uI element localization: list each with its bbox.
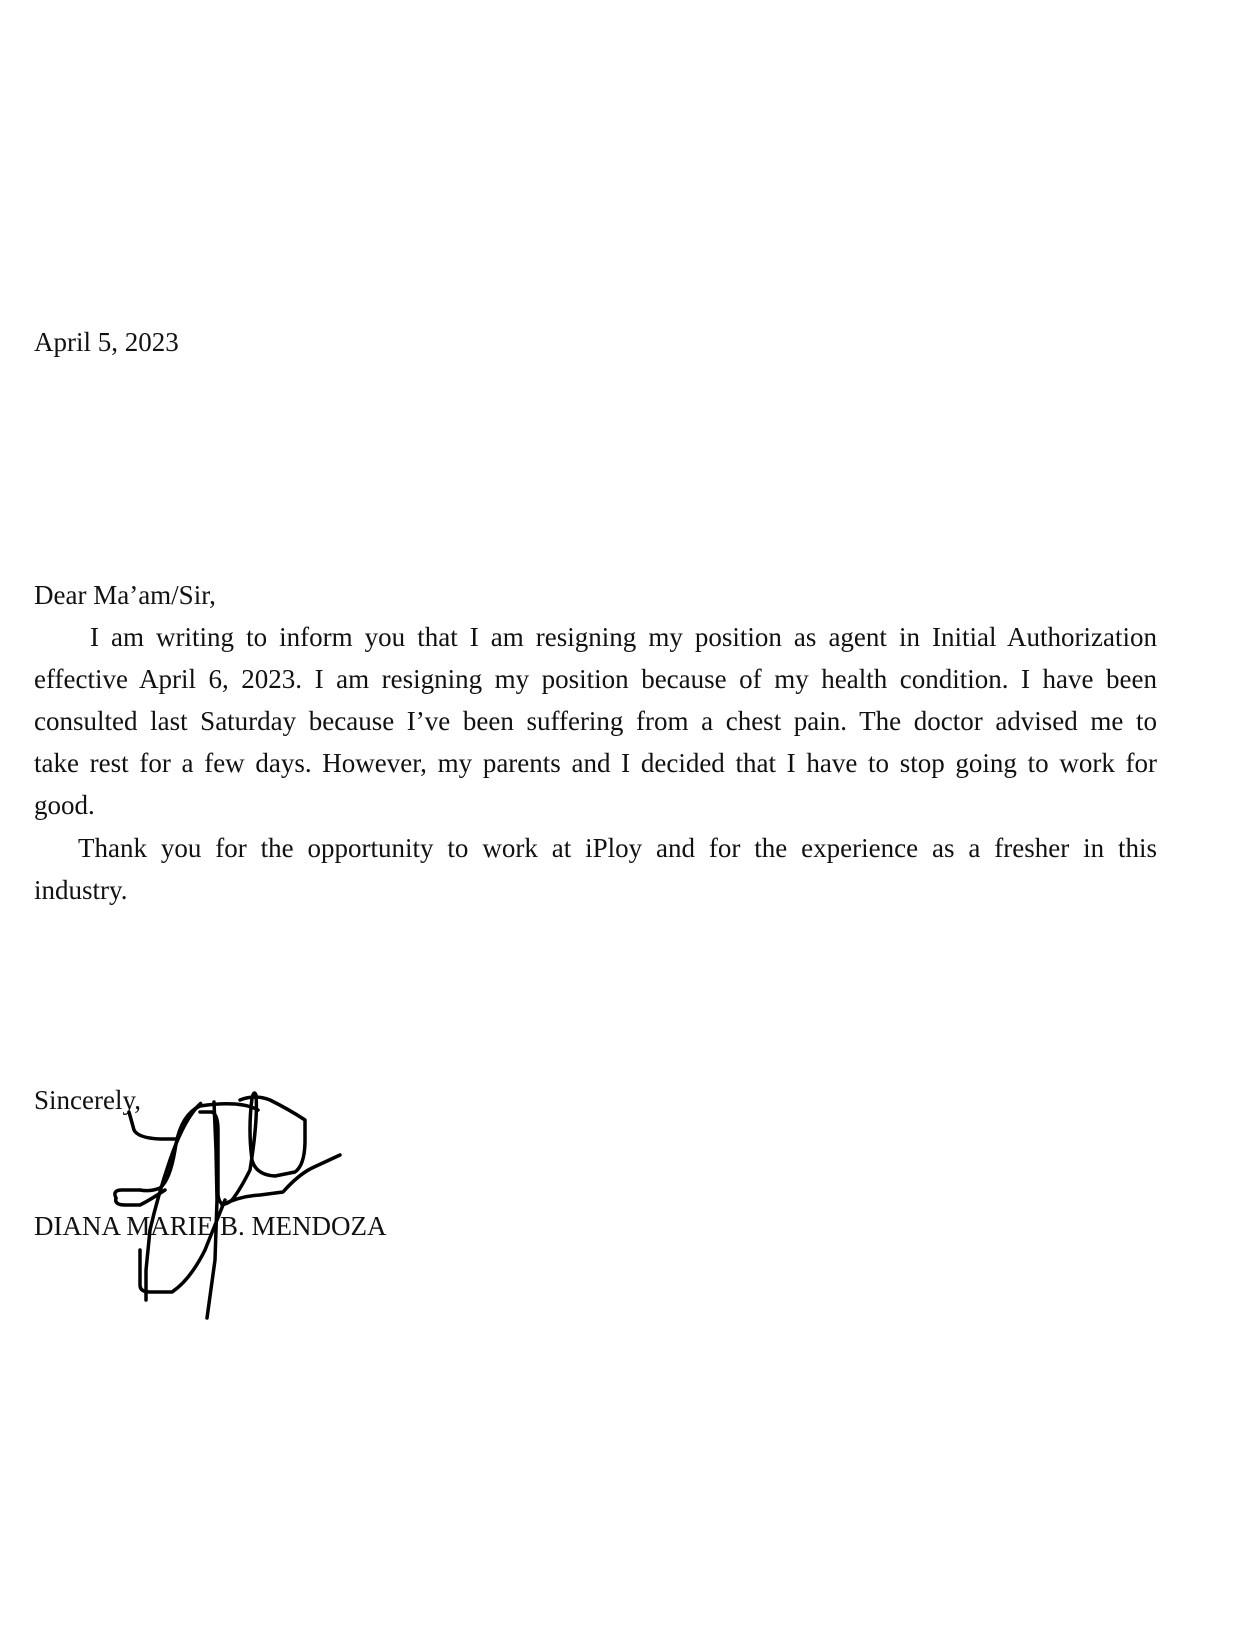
signatory-name: DIANA MARIE B. MENDOZA — [34, 1211, 387, 1241]
paragraph-line: good. — [34, 790, 95, 820]
signature-stroke — [129, 1103, 201, 1300]
paragraph-line: Thank you for the opportunity to work at iPloy and for the experience as a fresher in this — [78, 833, 1157, 863]
signature-stroke — [200, 1093, 305, 1204]
paragraph-line: I am writing to inform you that I am resigning my position as agent in Initial Authorization — [90, 622, 1157, 652]
body-paragraph-1 — [34, 616, 1157, 826]
paragraph-line: effective April 6, 2023. I am resigning my position because of my health condition. I have been — [34, 664, 1157, 694]
body-paragraph-2 — [34, 827, 1157, 911]
paragraph-line: take rest for a few days. However, my parents and I decided that I have to stop going to work for — [34, 748, 1157, 778]
letter-date: April 5, 2023 — [34, 327, 179, 357]
salutation: Dear Ma’am/Sir, — [34, 580, 216, 610]
paragraph-line: consulted last Saturday because I’ve been suffering from a chest pain. The doctor advised me to — [34, 706, 1157, 736]
closing: Sincerely, — [34, 1085, 141, 1115]
signature-stroke — [222, 1155, 340, 1205]
signature-stroke — [116, 1190, 165, 1205]
paragraph-line: industry. — [34, 875, 128, 905]
